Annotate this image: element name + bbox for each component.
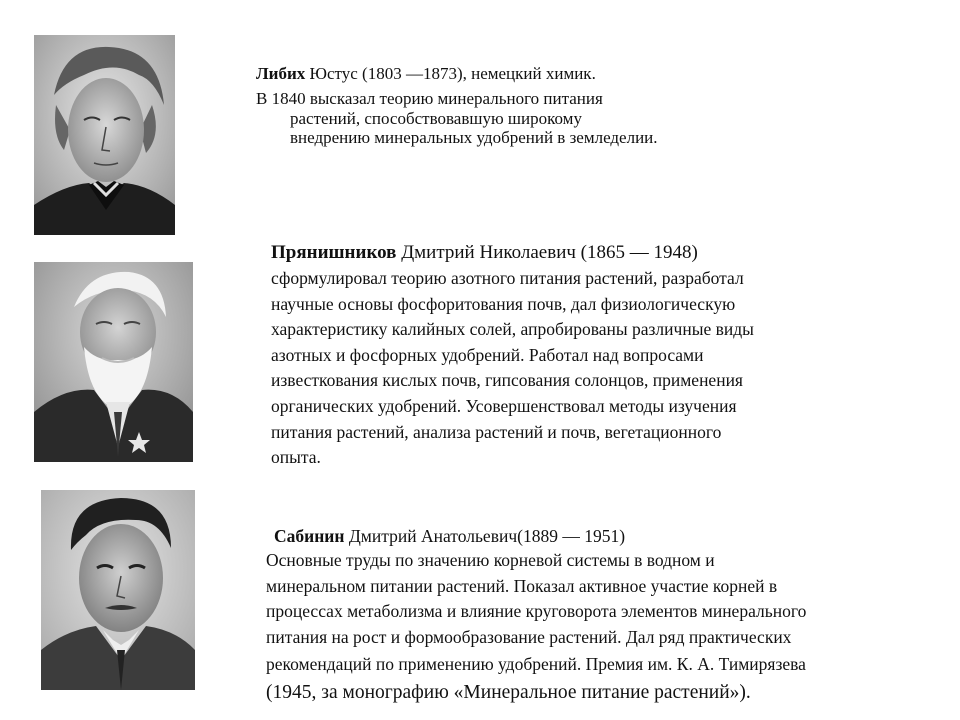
portrait-sabinin bbox=[41, 490, 195, 690]
bio-heading bbox=[266, 524, 806, 548]
bio-line: питания на рост и формообразование растений. Дал ряд практических bbox=[266, 626, 792, 647]
bio-line: опыта. bbox=[271, 447, 321, 468]
bio-line: питания растений, анализа растений и почв, вегетационного bbox=[271, 421, 722, 442]
portrait-liebig bbox=[34, 35, 175, 235]
bio-line: известкования кислых почв, гипсования солонцов, применения bbox=[271, 370, 743, 391]
bio-sabinin bbox=[266, 524, 806, 707]
portrait-pryanishnikov bbox=[34, 262, 193, 462]
surname: Либих bbox=[256, 64, 306, 83]
bio-line: В 1840 высказал теорию минерального питания bbox=[256, 89, 603, 108]
bio-line: растений, способствовавшую широкому bbox=[290, 109, 582, 128]
bio-line: минеральном питании растений. Показал активное участие корней в bbox=[266, 575, 778, 596]
bio-line: научные основы фосфоритования почв, дал физиологическую bbox=[271, 293, 736, 314]
surname: Сабинин bbox=[274, 526, 345, 546]
name-and-dates: Дмитрий Николаевич (1865 — 1948) bbox=[396, 242, 698, 263]
bio-line: азотных и фосфорных удобрений. Работал над вопросами bbox=[271, 344, 704, 365]
bio-line: характеристику калийных солей, апробированы различные виды bbox=[271, 319, 754, 340]
bio-line: внедрению минеральных удобрений в земледелии. bbox=[290, 128, 658, 147]
bio-liebig bbox=[256, 63, 658, 147]
name-and-dates: Юстус (1803 —1873), немецкий химик. bbox=[305, 64, 596, 83]
bio-pryanishnikov bbox=[271, 240, 754, 471]
bio-heading bbox=[256, 63, 658, 84]
bio-line: рекомендаций по применению удобрений. Премия им. К. А. Тимирязева bbox=[266, 654, 806, 674]
bio-line: процессах метаболизма и влияние круговорота элементов минерального bbox=[266, 601, 807, 621]
name-and-dates: Дмитрий Анатольевич(1889 — 1951) bbox=[344, 526, 626, 546]
bio-line: Основные труды по значению корневой системы в водном и bbox=[266, 550, 715, 570]
bio-line: сформулировал теорию азотного питания растений, разработал bbox=[271, 268, 744, 288]
bio-text bbox=[266, 548, 806, 707]
bio-text bbox=[271, 266, 754, 471]
bio-line: (1945, за монографию «Минеральное питание растений»). bbox=[266, 682, 751, 703]
bio-line: органических удобрений. Усовершенствовал методы изучения bbox=[271, 395, 737, 416]
bio-heading bbox=[271, 240, 754, 266]
surname: Прянишников bbox=[271, 242, 397, 263]
